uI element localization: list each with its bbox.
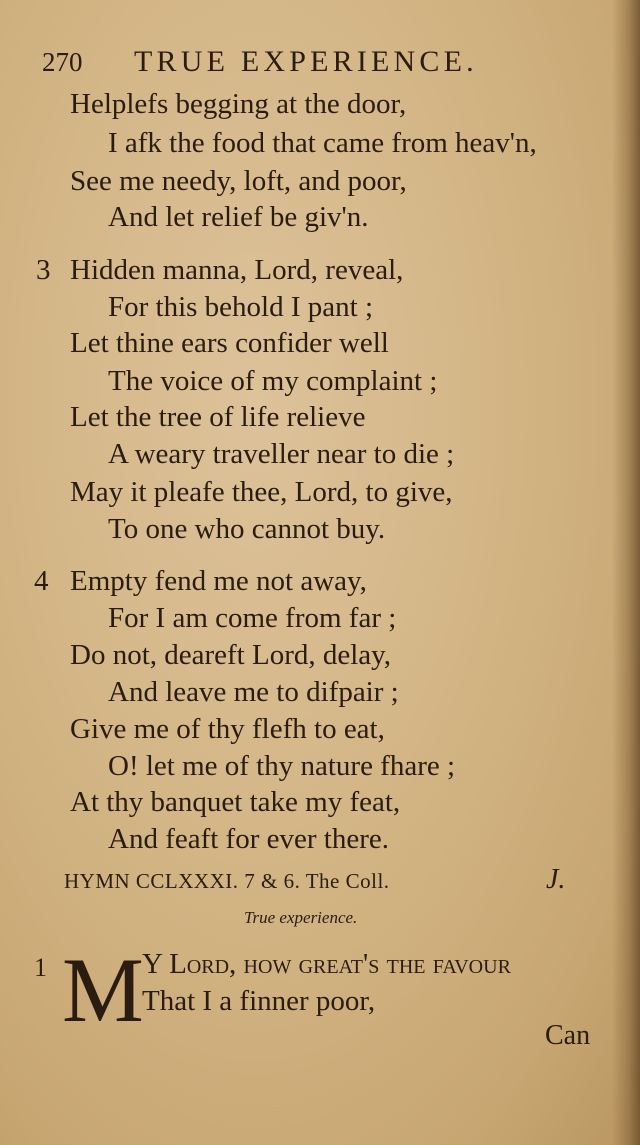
verse-line: Hidden manna, Lord, reveal, <box>70 254 404 286</box>
verse-line: The voice of my complaint ; <box>108 365 438 397</box>
verse-line: Helplefs begging at the door, <box>70 88 407 120</box>
stanza-number: 1 <box>34 953 47 982</box>
verse-line: For this behold I pant ; <box>108 291 374 323</box>
drop-cap: M <box>62 939 144 1041</box>
verse-line: May it pleafe thee, Lord, to give, <box>70 476 453 508</box>
running-title: TRUE EXPERIENCE. <box>134 45 478 78</box>
stanza-number: 3 <box>36 254 51 286</box>
verse-line: And leave me to difpair ; <box>108 676 399 708</box>
verse-line: At thy banquet take my feat, <box>70 786 401 818</box>
verse-line: A weary traveller near to die ; <box>108 438 455 470</box>
catchword: Can <box>545 1020 591 1051</box>
verse-line: See me needy, loft, and poor, <box>70 165 407 197</box>
verse-line: Y Lord, how great's the favour <box>142 948 511 980</box>
verse-line: I afk the food that came from heav'n, <box>108 127 537 159</box>
stanza-number: 4 <box>34 565 49 597</box>
verse-line: Empty fend me not away, <box>70 565 367 597</box>
verse-line: Do not, deareft Lord, delay, <box>70 639 392 671</box>
verse-line: Let thine ears confider well <box>70 327 389 359</box>
verse-line: For I am come from far ; <box>108 602 397 634</box>
hymn-subtitle: True experience. <box>244 908 358 927</box>
hymn-heading: HYMN CCLXXXI. 7 & 6. The Coll. <box>64 869 390 893</box>
page-header <box>42 40 602 84</box>
verse-line: O! let me of thy nature fhare ; <box>108 750 456 782</box>
verse-line: To one who cannot buy. <box>108 513 386 545</box>
verse-line: Let the tree of life relieve <box>70 401 366 433</box>
verse-line: That I a finner poor, <box>142 985 376 1017</box>
verse-line: Give me of thy flefh to eat, <box>70 713 385 745</box>
page-edge-shadow <box>612 0 640 1145</box>
page-number: 270 <box>42 47 83 77</box>
verse-line: And let relief be giv'n. <box>108 201 369 233</box>
hymn-author-mark: J. <box>546 864 566 895</box>
verse-line: And feaft for ever there. <box>108 823 389 855</box>
